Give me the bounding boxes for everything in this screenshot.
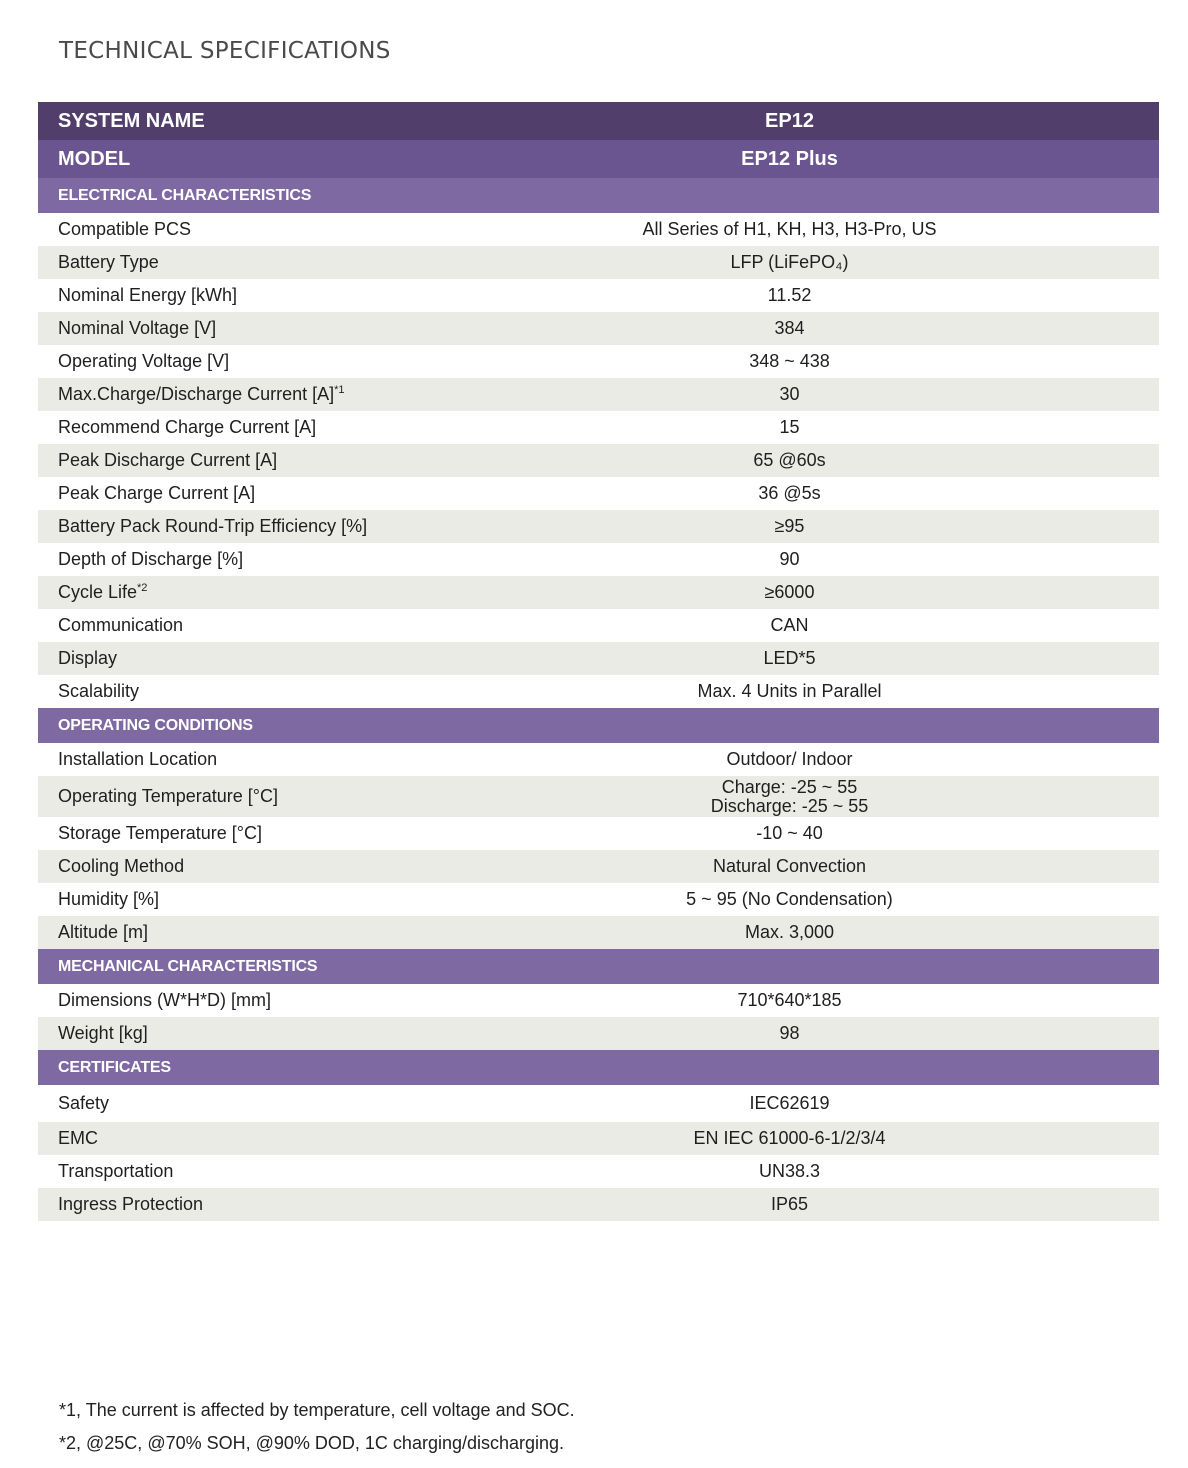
system-name-value: EP12 bbox=[765, 109, 814, 132]
spec-label: Peak Discharge Current [A] bbox=[58, 450, 278, 470]
table-row bbox=[38, 345, 1159, 378]
spec-value: Max. 4 Units in Parallel bbox=[697, 681, 882, 701]
spec-label bbox=[38, 582, 420, 603]
spec-label: Installation Location bbox=[58, 749, 218, 769]
table-row bbox=[38, 576, 1159, 609]
spec-label: Scalability bbox=[58, 681, 140, 701]
table-row bbox=[38, 213, 1159, 246]
spec-label: Recommend Charge Current [A] bbox=[58, 417, 317, 437]
spec-label: Nominal Voltage [V] bbox=[58, 318, 217, 338]
section-title: CERTIFICATES bbox=[58, 1058, 171, 1076]
spec-label: Nominal Energy [kWh] bbox=[58, 285, 238, 305]
table-row bbox=[38, 984, 1159, 1017]
table-row bbox=[38, 1017, 1159, 1050]
spec-label: Altitude [m] bbox=[58, 922, 149, 942]
spec-value: IEC62619 bbox=[749, 1093, 830, 1113]
spec-label: Compatible PCS bbox=[58, 219, 192, 239]
spec-value: 348 ~ 438 bbox=[749, 351, 830, 371]
table-row bbox=[38, 675, 1159, 708]
table-row bbox=[38, 916, 1159, 949]
spec-value: 65 @60s bbox=[753, 450, 826, 470]
footnotes bbox=[59, 1400, 575, 1466]
spec-value: 36 @5s bbox=[758, 483, 821, 503]
system-name-row bbox=[38, 102, 1159, 140]
spec-label: Ingress Protection bbox=[58, 1194, 204, 1214]
footnote-1: *1, The current is affected by temperature, cell voltage and SOC. bbox=[59, 1400, 575, 1420]
spec-label bbox=[38, 384, 420, 405]
table-row bbox=[38, 1155, 1159, 1188]
table-row bbox=[38, 543, 1159, 576]
spec-label: EMC bbox=[58, 1128, 98, 1148]
spec-label: Dimensions (W*H*D) [mm] bbox=[58, 990, 272, 1010]
spec-value: 90 bbox=[779, 549, 800, 569]
spec-label: Humidity [%] bbox=[58, 889, 160, 909]
spec-value: 98 bbox=[779, 1023, 800, 1043]
table-row bbox=[38, 444, 1159, 477]
spec-label: Depth of Discharge [%] bbox=[58, 549, 244, 569]
section-electrical bbox=[38, 178, 1159, 213]
spec-label: Display bbox=[58, 648, 118, 668]
spec-label: Communication bbox=[58, 615, 184, 635]
table-row bbox=[38, 378, 1159, 411]
spec-value: EN IEC 61000-6-1/2/3/4 bbox=[693, 1128, 886, 1148]
table-row bbox=[38, 279, 1159, 312]
section-title: OPERATING CONDITIONS bbox=[58, 716, 253, 734]
section-title: ELECTRICAL CHARACTERISTICS bbox=[58, 186, 312, 204]
section-operating bbox=[38, 708, 1159, 743]
table-row bbox=[38, 776, 1159, 817]
spec-label: Battery Type bbox=[58, 252, 159, 272]
table-row bbox=[38, 642, 1159, 675]
spec-value-line: Discharge: -25 ~ 55 bbox=[710, 795, 869, 816]
spec-value: CAN bbox=[770, 615, 809, 635]
table-row bbox=[38, 246, 1159, 279]
spec-label: Peak Charge Current [A] bbox=[58, 483, 256, 503]
spec-value: All Series of H1, KH, H3, H3-Pro, US bbox=[642, 219, 937, 239]
spec-value: LED*5 bbox=[763, 648, 816, 668]
system-name-label: SYSTEM NAME bbox=[58, 109, 205, 132]
spec-value-line: Charge: -25 ~ 55 bbox=[721, 776, 858, 797]
spec-value: 384 bbox=[774, 318, 805, 338]
model-value: EP12 Plus bbox=[741, 147, 838, 170]
table-row bbox=[38, 883, 1159, 916]
table-row bbox=[38, 1122, 1159, 1155]
spec-value: Outdoor/ Indoor bbox=[726, 749, 853, 769]
table-row bbox=[38, 312, 1159, 345]
footnote-2: *2, @25C, @70% SOH, @90% DOD, 1C charging/discharging. bbox=[59, 1433, 565, 1453]
spec-label: Safety bbox=[58, 1093, 110, 1113]
table-row bbox=[38, 477, 1159, 510]
spec-value: Max. 3,000 bbox=[744, 922, 835, 942]
spec-label: Transportation bbox=[58, 1161, 174, 1181]
spec-value: Natural Convection bbox=[712, 856, 867, 876]
model-row bbox=[38, 140, 1159, 178]
spec-value: 5 ~ 95 (No Condensation) bbox=[686, 889, 893, 909]
spec-value: 710*640*185 bbox=[737, 990, 842, 1010]
spec-table bbox=[38, 102, 1159, 1221]
spec-label: Battery Pack Round-Trip Efficiency [%] bbox=[58, 516, 368, 536]
spec-value: 15 bbox=[779, 417, 800, 437]
table-row bbox=[38, 850, 1159, 883]
spec-value bbox=[420, 778, 1159, 816]
table-row bbox=[38, 1188, 1159, 1221]
table-row bbox=[38, 743, 1159, 776]
table-row bbox=[38, 1085, 1159, 1122]
spec-label: Weight [kg] bbox=[58, 1023, 148, 1043]
spec-value: LFP (LiFePO₄) bbox=[730, 252, 849, 272]
section-title: MECHANICAL CHARACTERISTICS bbox=[58, 957, 318, 975]
spec-label: Operating Temperature [°C] bbox=[58, 786, 278, 806]
footnote-marker: *1 bbox=[334, 384, 345, 396]
table-row bbox=[38, 510, 1159, 543]
spec-value: -10 ~ 40 bbox=[756, 823, 823, 843]
spec-value: ≥6000 bbox=[764, 582, 815, 602]
spec-label: Operating Voltage [V] bbox=[58, 351, 230, 371]
spec-value: 11.52 bbox=[767, 285, 812, 305]
spec-value: 30 bbox=[779, 384, 800, 404]
section-mechanical bbox=[38, 949, 1159, 984]
spec-label: Cooling Method bbox=[58, 856, 185, 876]
spec-value: IP65 bbox=[770, 1194, 809, 1214]
table-row bbox=[38, 609, 1159, 642]
table-row bbox=[38, 817, 1159, 850]
spec-label-text: Cycle Life bbox=[58, 582, 138, 602]
section-certificates bbox=[38, 1050, 1159, 1085]
spec-value: ≥95 bbox=[774, 516, 805, 536]
page-title: TECHNICAL SPECIFICATIONS bbox=[59, 38, 391, 64]
spec-label-text: Max.Charge/Discharge Current [A] bbox=[58, 384, 335, 404]
model-label: MODEL bbox=[58, 147, 131, 170]
spec-label: Storage Temperature [°C] bbox=[58, 823, 262, 843]
spec-value: UN38.3 bbox=[758, 1161, 821, 1181]
table-row bbox=[38, 411, 1159, 444]
footnote-marker: *2 bbox=[137, 582, 148, 594]
